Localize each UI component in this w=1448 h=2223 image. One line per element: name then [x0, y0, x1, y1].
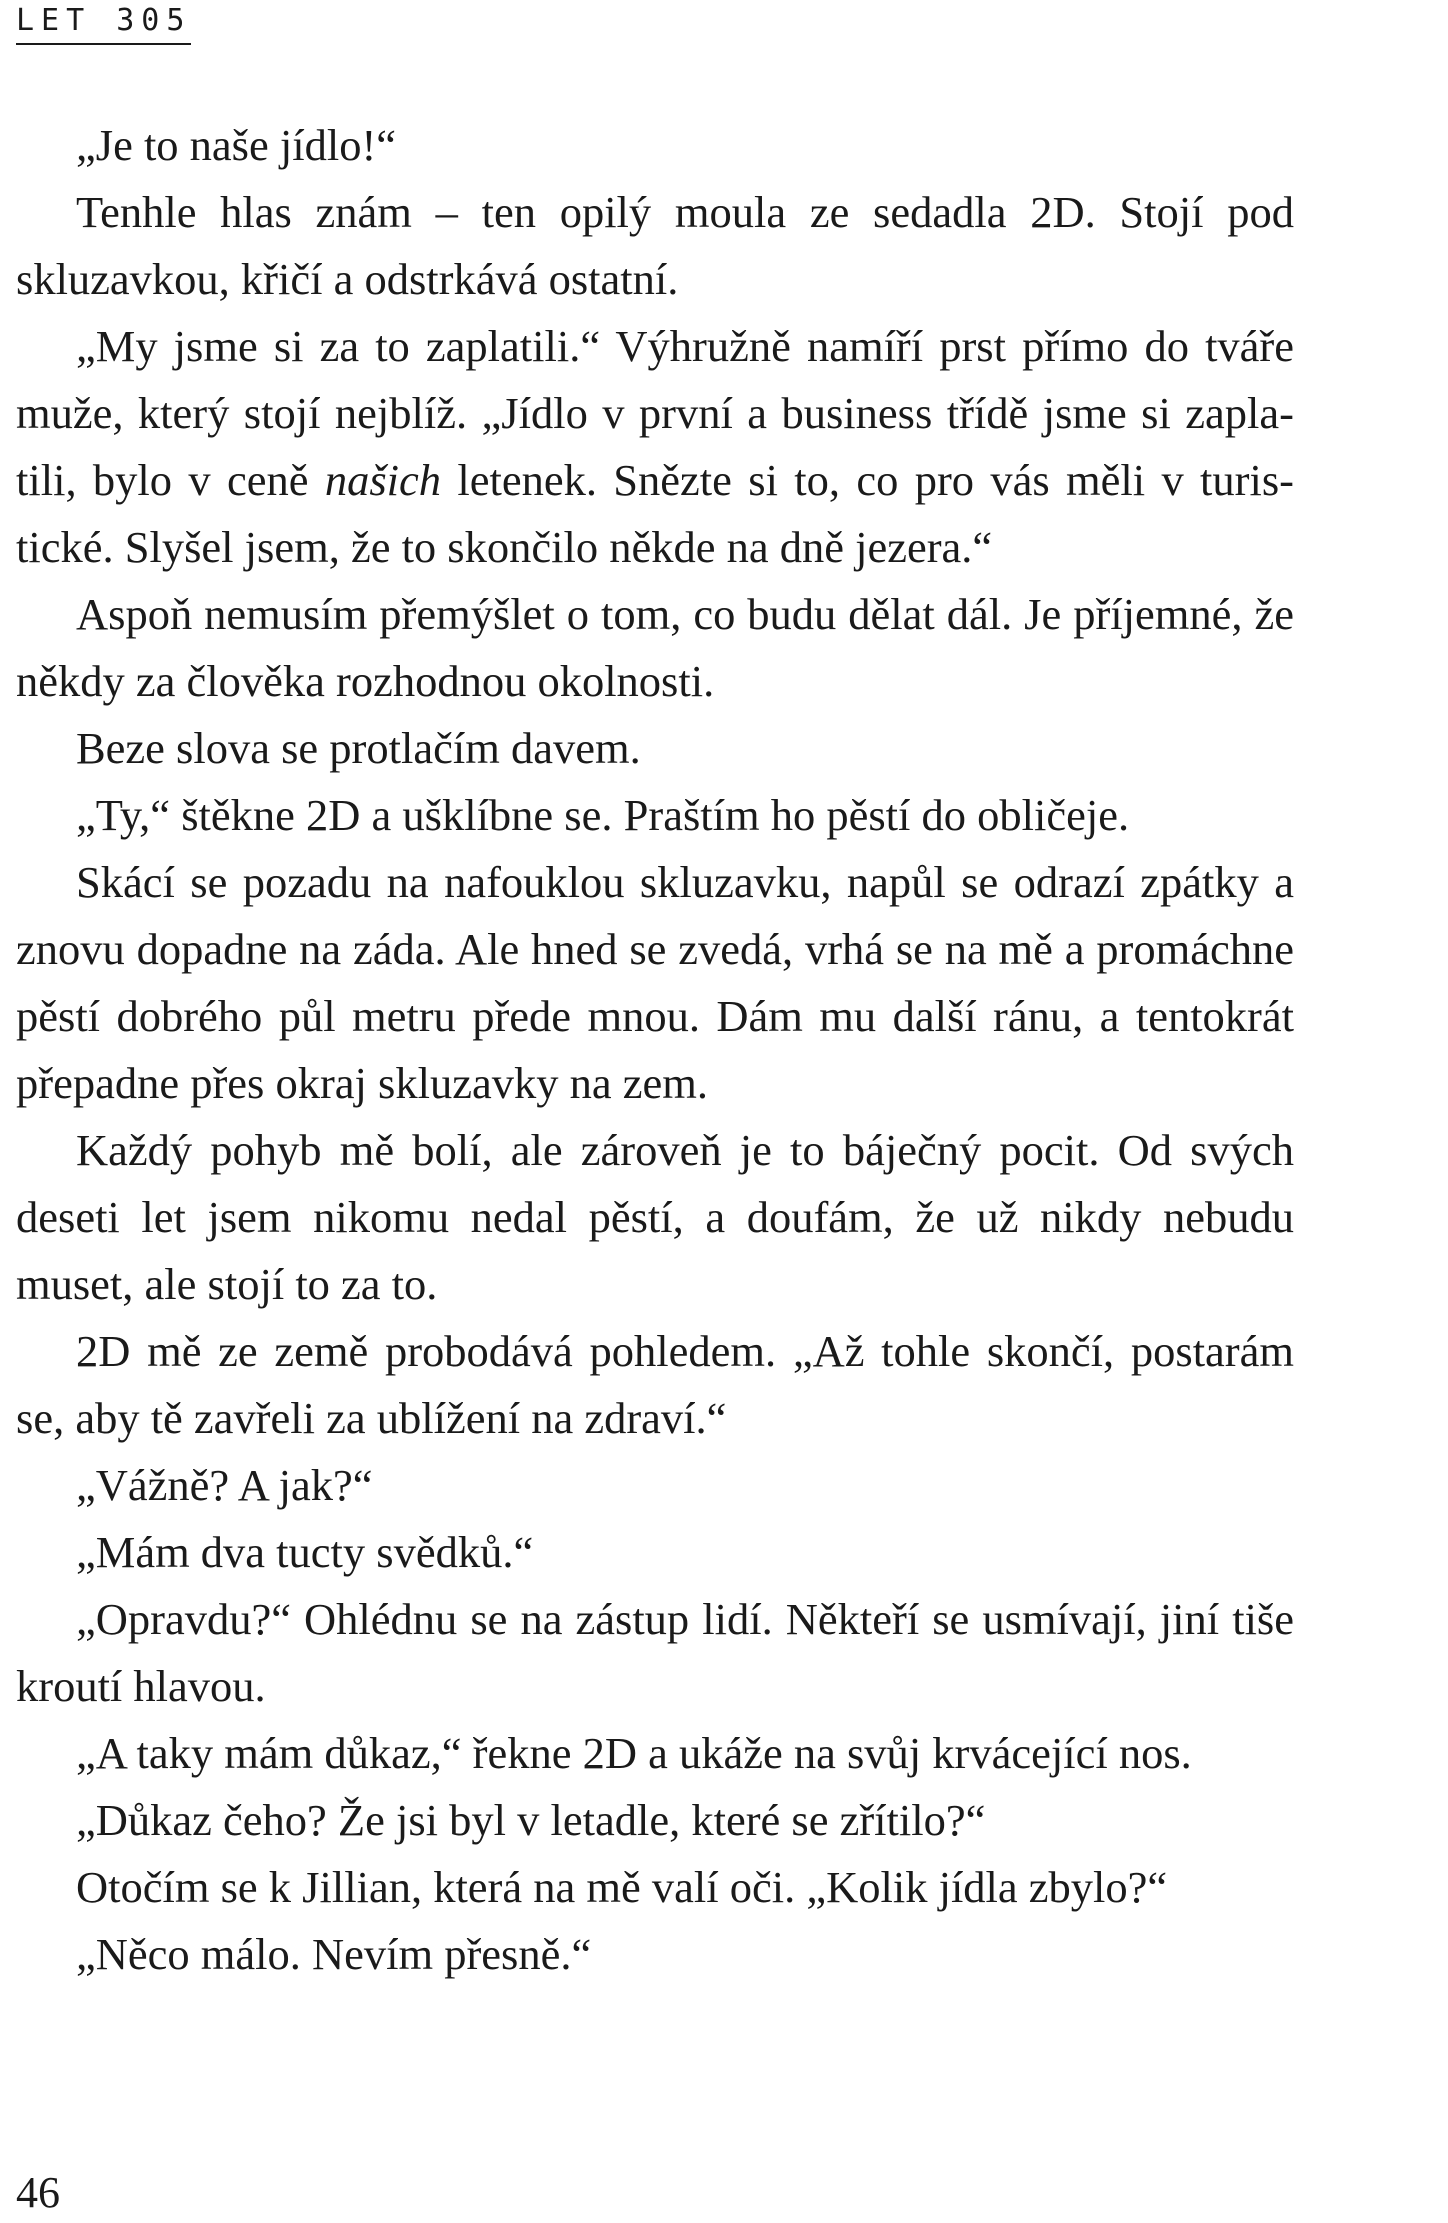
text-run: „Vážně? A jak?“ [76, 1460, 373, 1510]
emphasis: našich [324, 455, 441, 505]
paragraph [16, 313, 1294, 581]
paragraph [16, 849, 1294, 1117]
text-run: „Mám dva tucty svědků.“ [76, 1527, 534, 1577]
text-run: Otočím se k Jillian, která na mě valí oči. „Kolik jídla zbylo?“ [76, 1862, 1168, 1912]
page-number: 46 [16, 2168, 60, 2217]
text-run: 2D mě ze země probodává pohledem. „Až tohle skončí, postarám se, aby tě zavřeli za ublížení na zdraví.“ [16, 1326, 1294, 1443]
body-text [16, 112, 1294, 1988]
text-run: Skácí se pozadu na nafouklou skluzavku, napůl se odrazí zpátky a znovu dopadne na záda. Ale hned se zvedá, vrhá se na mě a promáchne pěstí dobrého půl metru přede mnou. Dám mu další ránu, a tentokrát přepadne přes okraj skluzavky na zem. [16, 857, 1294, 1108]
text-run: „Důkaz čeho? Že jsi byl v letadle, které se zřítilo?“ [76, 1795, 986, 1845]
paragraph [16, 782, 1294, 849]
running-head: LET 305 [16, 2, 191, 45]
paragraph [16, 715, 1294, 782]
text-run: „Něco málo. Nevím přesně.“ [76, 1929, 592, 1979]
paragraph [16, 1117, 1294, 1318]
text-run: „Ty,“ štěkne 2D a ušklíbne se. Praštím ho pěstí do obličeje. [76, 790, 1130, 840]
paragraph [16, 1720, 1294, 1787]
text-run: Beze slova se protlačím davem. [76, 723, 641, 773]
paragraph [16, 1921, 1294, 1988]
text-run: „A taky mám důkaz,“ řekne 2D a ukáže na svůj krvácející nos. [76, 1728, 1192, 1778]
paragraph [16, 581, 1294, 715]
text-run: „Opravdu?“ Ohlédnu se na zástup lidí. Někteří se usmívají, jiní tiše kroutí hlavou. [16, 1594, 1294, 1711]
text-run: Tenhle hlas znám – ten opilý moula ze sedadla 2D. Stojí pod skluzavkou, křičí a odstrkává ostatní. [16, 187, 1294, 304]
text-run: Každý pohyb mě bolí, ale zároveň je to báječný pocit. Od svých deseti let jsem nikomu nedal pěstí, a doufám, že už nikdy nebudu muset, ale stojí to za to. [16, 1125, 1294, 1309]
paragraph [16, 1452, 1294, 1519]
paragraph [16, 1519, 1294, 1586]
paragraph [16, 1787, 1294, 1854]
text-run: „My jsme si za to zaplatili.“ Výhružně namíří prst přímo do tváře muže, který stojí nejblíž. „Jídlo v první a business třídě jsme si zaplatili, bylo v ceně [16, 321, 1294, 505]
paragraph [16, 112, 1294, 179]
paragraph [16, 179, 1294, 313]
paragraph [16, 1318, 1294, 1452]
paragraph [16, 1586, 1294, 1720]
text-run: „Je to naše jídlo!“ [76, 120, 397, 170]
text-run: letenek. Snězte si to, co pro vás měli v turistické. Slyšel jsem, že to skončilo někde na dně jezera.“ [16, 455, 1294, 572]
paragraph [16, 1854, 1294, 1921]
text-run: Aspoň nemusím přemýšlet o tom, co budu dělat dál. Je příjemné, že někdy za člověka rozhodnou okolnosti. [16, 589, 1294, 706]
